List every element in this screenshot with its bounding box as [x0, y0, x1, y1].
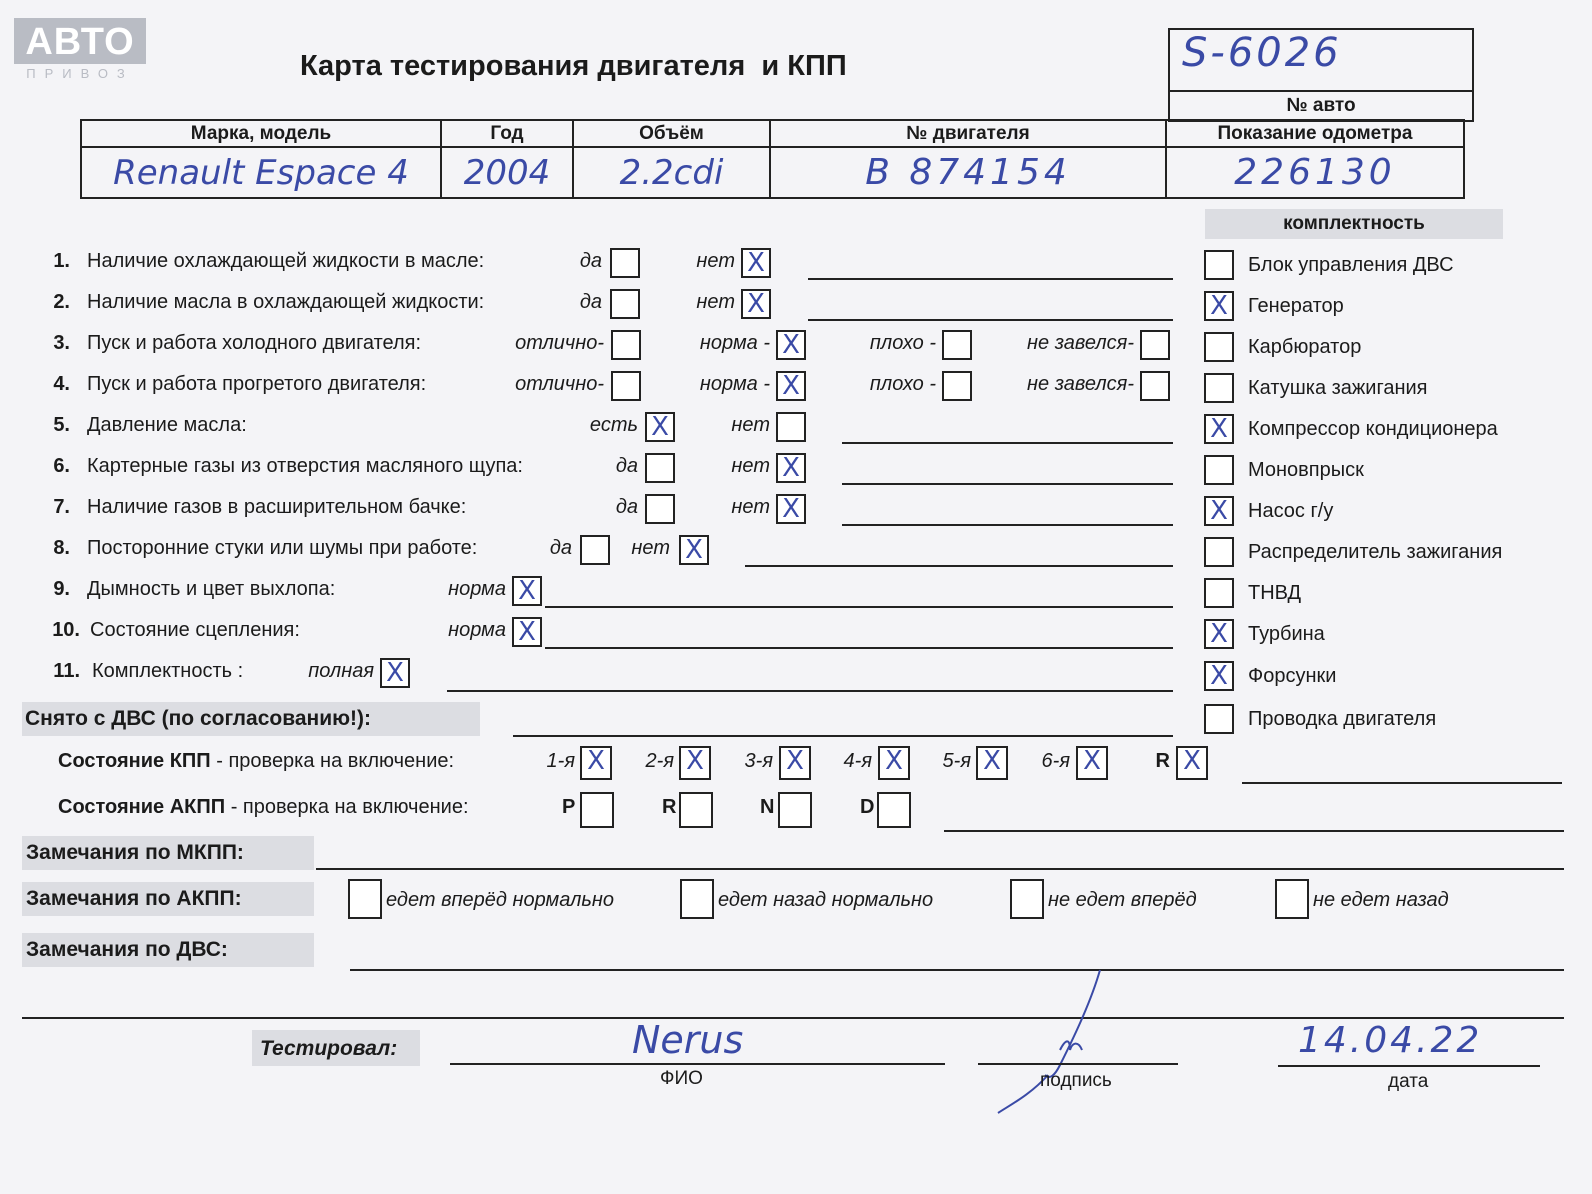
opt-est: есть: [589, 414, 638, 436]
value-engine-no: B 874154: [865, 152, 1071, 193]
remarks-dvs-label: Замечания по ДВС:: [26, 938, 228, 961]
answer-line: [808, 278, 1173, 280]
mode-label: P: [562, 796, 576, 818]
opt-net: нет: [696, 291, 735, 313]
answer-line: [842, 442, 1173, 444]
gear-label: 3-я: [744, 750, 773, 772]
akpp-label: Состояние АКПП: [58, 796, 226, 818]
q-number: 1.: [53, 250, 70, 272]
col-year: Год: [441, 120, 573, 147]
opt-da: да: [579, 291, 602, 313]
mode-checkbox-r[interactable]: [679, 792, 713, 828]
akpp-opt-label: едет назад нормально: [718, 889, 934, 911]
komplekt-label: Турбина: [1248, 623, 1325, 645]
komplekt-checkbox[interactable]: X: [1204, 661, 1234, 691]
checkbox-q10-norma[interactable]: X: [512, 617, 542, 647]
col-volume: Объём: [573, 120, 770, 147]
komplekt-checkbox[interactable]: [1204, 578, 1234, 608]
answer-line: [545, 647, 1173, 649]
gear-label: 4-я: [843, 750, 872, 772]
gear-checkbox-1[interactable]: X: [580, 746, 612, 780]
checkbox-q3-ne-zavelsya[interactable]: [1140, 330, 1170, 360]
opt-ne-zavelsya: не завелся-: [1027, 332, 1134, 354]
checkbox-q4-ne-zavelsya[interactable]: [1140, 371, 1170, 401]
q-number: 10.: [52, 619, 80, 641]
checkbox-q9-norma[interactable]: X: [512, 576, 542, 606]
logo-sub: ПРИВОЗ: [26, 66, 134, 81]
signature-image: [990, 965, 1130, 1115]
avto-number-label: № авто: [1286, 95, 1356, 116]
value-odometer: 226130: [1234, 152, 1396, 193]
q-text: Пуск и работа прогретого двигателя:: [87, 373, 427, 395]
answer-line: [808, 319, 1173, 321]
opt-ploho: плохо -: [869, 373, 936, 395]
col-odometer: Показание одометра: [1166, 120, 1464, 147]
komplekt-label: Распределитель зажигания: [1248, 541, 1503, 563]
opt-net: нет: [696, 250, 735, 272]
opt-ploho: плохо -: [869, 332, 936, 354]
opt-da: да: [615, 455, 638, 477]
q-number: 9.: [53, 578, 70, 600]
opt-norma: норма: [448, 578, 506, 600]
checkbox-q5-est[interactable]: X: [645, 412, 675, 442]
mode-checkbox-p[interactable]: [580, 792, 614, 828]
checkbox-q11-polnaya[interactable]: X: [380, 658, 410, 688]
signature-caption: подпись: [1040, 1070, 1112, 1091]
komplekt-checkbox[interactable]: [1204, 250, 1234, 280]
q-text: Состояние сцепления:: [90, 619, 300, 641]
q-text: Дымность и цвет выхлопа:: [87, 578, 336, 600]
remarks-mkpp-label: Замечания по МКПП:: [26, 841, 244, 864]
opt-ne-zavelsya: не завелся-: [1027, 373, 1134, 395]
gear-checkbox-6[interactable]: X: [1076, 746, 1108, 780]
kpp-line: [1242, 782, 1562, 784]
checkbox-q1-da[interactable]: [610, 248, 640, 278]
komplekt-label: Блок управления ДВС: [1248, 254, 1454, 276]
komplekt-checkbox[interactable]: [1204, 332, 1234, 362]
answer-line: [447, 690, 1173, 692]
logo: [14, 18, 146, 81]
opt-net: нет: [731, 496, 770, 518]
komplekt-label: Карбюратор: [1248, 336, 1362, 358]
komplekt-checkbox[interactable]: [1204, 704, 1234, 734]
checkbox-q1-net[interactable]: X: [741, 248, 771, 278]
opt-norma: норма: [448, 619, 506, 641]
tester-name: Nerus: [632, 1018, 744, 1062]
date-line: [1278, 1065, 1540, 1067]
komplekt-checkbox[interactable]: X: [1204, 291, 1234, 321]
mode-label: D: [860, 796, 875, 818]
mode-label: N: [760, 796, 775, 818]
gear-label: R: [1155, 750, 1170, 772]
opt-polnaya: полная: [308, 660, 374, 682]
value-model: Renault Espace 4: [113, 152, 409, 193]
checkbox-q5-net[interactable]: [776, 412, 806, 442]
komplekt-checkbox[interactable]: X: [1204, 496, 1234, 526]
mode-checkbox-n[interactable]: [778, 792, 812, 828]
checkbox-q4-otlichno[interactable]: [611, 371, 641, 401]
komplekt-checkbox[interactable]: [1204, 537, 1234, 567]
value-volume: 2.2cdi: [619, 152, 724, 193]
gear-label: 1-я: [546, 750, 575, 772]
checkbox-q8-net[interactable]: X: [679, 535, 709, 565]
avto-number-value: S-6026: [1182, 30, 1342, 76]
gear-checkbox-r[interactable]: X: [1176, 746, 1208, 780]
answer-line: [545, 606, 1173, 608]
komplekt-checkbox[interactable]: [1204, 373, 1234, 403]
akpp-line: [944, 830, 1564, 832]
komplekt-label: Катушка зажигания: [1248, 377, 1428, 399]
opt-net: нет: [731, 455, 770, 477]
mkpp-line: [316, 868, 1564, 870]
opt-norma: норма -: [699, 332, 770, 354]
checkbox-q2-da[interactable]: [610, 289, 640, 319]
checkbox-q4-ploho[interactable]: [942, 371, 972, 401]
dvs-line-2: [22, 1017, 1564, 1019]
q-text: Комплектность :: [92, 660, 244, 682]
gear-checkbox-4[interactable]: X: [878, 746, 910, 780]
q-number: 4.: [53, 373, 70, 395]
checkbox-q7-net[interactable]: X: [776, 494, 806, 524]
akpp-opt-label: едет вперёд нормально: [386, 889, 615, 911]
checkbox-q4-norma[interactable]: X: [776, 371, 806, 401]
q-number: 5.: [53, 414, 70, 436]
gear-label: 5-я: [942, 750, 971, 772]
avto-number-box: [1168, 28, 1474, 122]
q-text: Пуск и работа холодного двигателя:: [87, 332, 422, 354]
gear-label: 2-я: [645, 750, 674, 772]
komplekt-label: Проводка двигателя: [1248, 708, 1437, 730]
q-text: Наличие охлаждающей жидкости в масле:: [87, 250, 485, 272]
akpp-label-rest: - проверка на включение:: [225, 796, 469, 818]
checkbox-q3-ploho[interactable]: [942, 330, 972, 360]
opt-norma: норма -: [699, 373, 770, 395]
q-number: 8.: [53, 537, 70, 559]
akpp-opt-label: не едет вперёд: [1048, 889, 1197, 911]
opt-net: нет: [731, 414, 770, 436]
kpp-label: Состояние КПП: [58, 750, 211, 772]
komplektnost-title: комплектность: [1205, 209, 1503, 239]
col-engine-no: № двигателя: [770, 120, 1166, 147]
dvs-line: [350, 969, 1564, 971]
komplekt-label: Генератор: [1248, 295, 1344, 317]
checkbox-q2-net[interactable]: X: [741, 289, 771, 319]
mode-checkbox-d[interactable]: [877, 792, 911, 828]
akpp-opt-checkbox-2[interactable]: [680, 879, 714, 919]
q-number: 2.: [53, 291, 70, 313]
col-model: Марка, модель: [81, 120, 441, 147]
gear-checkbox-3[interactable]: X: [779, 746, 811, 780]
komplekt-label: Моновпрыск: [1248, 459, 1364, 481]
q-number: 11.: [53, 660, 80, 682]
gear-checkbox-5[interactable]: X: [976, 746, 1008, 780]
q-text: Наличие масла в охлаждающей жидкости:: [87, 291, 485, 313]
opt-otlichno: отлично-: [515, 332, 604, 354]
snyato-line: [513, 735, 1173, 737]
komplekt-checkbox[interactable]: X: [1204, 619, 1234, 649]
q-text: Давление масла:: [87, 414, 247, 436]
kpp-label-rest: - проверка на включение:: [210, 750, 455, 772]
logo-main: АВТО: [14, 18, 146, 64]
answer-line: [842, 483, 1173, 485]
answer-line: [842, 524, 1173, 526]
test-date: 14.04.22: [1298, 1020, 1483, 1061]
fio-caption: ФИО: [660, 1068, 703, 1089]
header-table: [80, 119, 1465, 199]
q-number: 3.: [53, 332, 70, 354]
komplekt-label: ТНВД: [1248, 582, 1302, 604]
akpp-opt-checkbox-1[interactable]: [348, 879, 382, 919]
q-text: Картерные газы из отверстия масляного щупа:: [87, 455, 523, 477]
opt-da: да: [615, 496, 638, 518]
signature-line: [978, 1063, 1178, 1065]
opt-net: нет: [631, 537, 670, 559]
komplekt-label: Насос г/у: [1248, 500, 1334, 522]
checkbox-q3-otlichno[interactable]: [611, 330, 641, 360]
answer-line: [745, 565, 1173, 567]
komplekt-label: Компрессор кондиционера: [1248, 418, 1498, 440]
akpp-opt-label: не едет назад: [1313, 889, 1449, 911]
komplekt-checkbox[interactable]: X: [1204, 414, 1234, 444]
opt-da: да: [579, 250, 602, 272]
q-number: 6.: [53, 455, 70, 477]
checkbox-q7-da[interactable]: [645, 494, 675, 524]
opt-otlichno: отлично-: [515, 373, 604, 395]
fio-line: [450, 1063, 945, 1065]
checkbox-q6-net[interactable]: X: [776, 453, 806, 483]
date-caption: дата: [1388, 1071, 1429, 1092]
q-text: Наличие газов в расширительном бачке:: [87, 496, 467, 518]
mode-label: R: [662, 796, 677, 818]
gear-checkbox-2[interactable]: X: [679, 746, 711, 780]
komplekt-label: Форсунки: [1248, 665, 1337, 687]
komplekt-checkbox[interactable]: [1204, 455, 1234, 485]
akpp-opt-checkbox-4[interactable]: [1275, 879, 1309, 919]
q-number: 7.: [53, 496, 70, 518]
checkbox-q3-norma[interactable]: X: [776, 330, 806, 360]
opt-da: да: [549, 537, 572, 559]
checkbox-q6-da[interactable]: [645, 453, 675, 483]
value-year: 2004: [463, 152, 551, 193]
gear-label: 6-я: [1041, 750, 1070, 772]
checkbox-q8-da[interactable]: [580, 535, 610, 565]
tested-label: Тестировал:: [260, 1037, 398, 1060]
akpp-opt-checkbox-3[interactable]: [1010, 879, 1044, 919]
remarks-akpp-label: Замечания по АКПП:: [26, 887, 242, 910]
snyato-label: Снято с ДВС (по согласованию!):: [25, 707, 372, 730]
page-title: Карта тестирования двигателя и КПП: [300, 50, 847, 82]
q-text: Посторонние стуки или шумы при работе:: [87, 537, 478, 559]
